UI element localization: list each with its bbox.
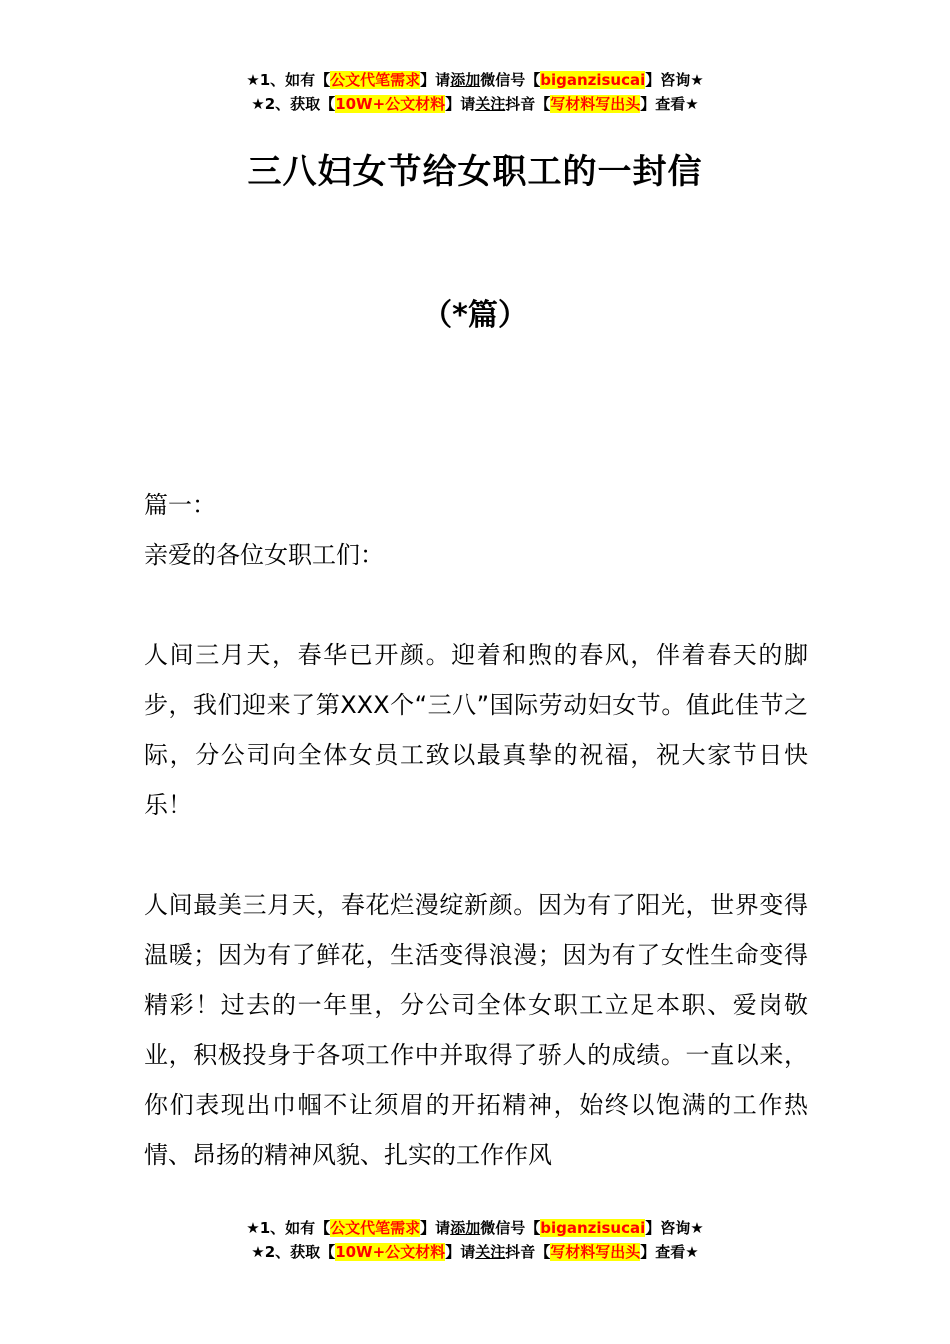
banner-text: 】查看★ <box>640 95 699 113</box>
banner-line-2 <box>0 1240 950 1264</box>
banner-text: 】请 <box>420 71 451 89</box>
banner-text: 微信号【 <box>480 1219 541 1237</box>
banner-text: ★1、如有【 <box>246 1219 331 1237</box>
banner-text: 】查看★ <box>640 1243 699 1261</box>
document-subtitle: （*篇） <box>422 298 528 333</box>
highlight-wechat-id: biganzisucai <box>540 1219 646 1237</box>
banner-text: 】咨询★ <box>645 71 704 89</box>
highlight-douyin: 写材料写出头 <box>550 1243 641 1261</box>
footer-banner <box>0 1216 950 1264</box>
banner-text: 】请 <box>445 1243 476 1261</box>
banner-text: 抖音【 <box>505 1243 551 1261</box>
banner-text: ★2、获取【 <box>251 95 336 113</box>
paragraph-gap <box>144 830 808 880</box>
banner-text: 】咨询★ <box>645 1219 704 1237</box>
document-body <box>144 480 808 1180</box>
banner-text: 微信号【 <box>480 71 541 89</box>
salutation: 亲爱的各位女职工们： <box>144 541 384 569</box>
header-banner <box>0 68 950 116</box>
paragraph-2: 人间最美三月天，春花烂漫绽新颜。因为有了阳光，世界变得温暖；因为有了鲜花，生活变得浪漫；因为有了女性生命变得精彩！过去的一年里，分公司全体女职工立足本职、爱岗敬业，积极投身于各项工作中并取得了骄人的成绩。一直以来，你们表现出巾帼不让须眉的开拓精神，始终以饱满的工作热情、昂扬的精神风貌、扎实的工作作风 <box>144 891 808 1169</box>
banner-text: 】请 <box>420 1219 451 1237</box>
underlined-text: 添加 <box>450 1219 481 1237</box>
paragraph-1: 人间三月天，春华已开颜。迎着和煦的春风，伴着春天的脚步，我们迎来了第XXX个“三八”国际劳动妇女节。值此佳节之际，分公司向全体女员工致以最真挚的祝福，祝大家节日快乐！ <box>144 641 808 819</box>
underlined-text: 添加 <box>450 71 481 89</box>
highlight-ghostwriting: 公文代笔需求 <box>330 71 421 89</box>
banner-text: 抖音【 <box>505 95 551 113</box>
document-title: 三八妇女节给女职工的一封信 <box>247 152 703 192</box>
section-label: 篇一： <box>144 491 216 519</box>
highlight-materials: 10W+公文材料 <box>335 95 446 113</box>
underlined-text: 关注 <box>475 1243 506 1261</box>
banner-text: ★1、如有【 <box>246 71 331 89</box>
paragraph-gap <box>144 580 808 630</box>
highlight-ghostwriting: 公文代笔需求 <box>330 1219 421 1237</box>
highlight-wechat-id: biganzisucai <box>540 71 646 89</box>
banner-line-1 <box>0 1216 950 1240</box>
banner-text: 】请 <box>445 95 476 113</box>
banner-line-1 <box>0 68 950 92</box>
highlight-douyin: 写材料写出头 <box>550 95 641 113</box>
banner-line-2 <box>0 92 950 116</box>
banner-text: ★2、获取【 <box>251 1243 336 1261</box>
highlight-materials: 10W+公文材料 <box>335 1243 446 1261</box>
underlined-text: 关注 <box>475 95 506 113</box>
